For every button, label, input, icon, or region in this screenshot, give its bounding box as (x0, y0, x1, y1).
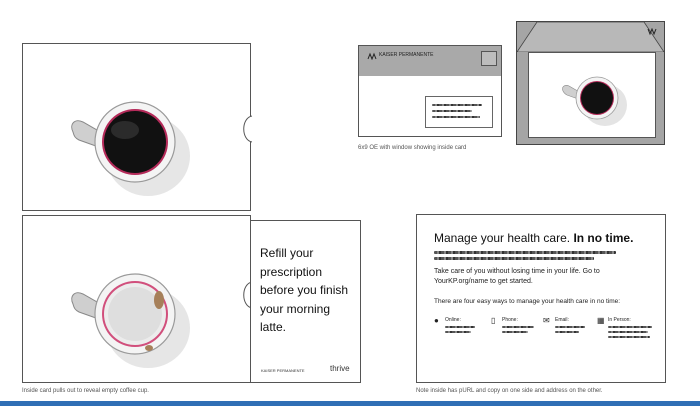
way-detail-line (555, 326, 585, 328)
refill-line: prescription (260, 264, 323, 279)
building-icon: ▦ (597, 316, 605, 325)
note-body-1 (434, 267, 600, 287)
envelope-logo-icon (367, 52, 377, 60)
way-in-person-label: In Person: (608, 317, 631, 323)
way-online-label: Online: (445, 317, 461, 323)
purl-scribble-line (434, 257, 594, 260)
note-body-2: There are four easy ways to manage your health care in no time: (434, 298, 621, 305)
way-detail-line (608, 326, 652, 328)
way-phone-label: Phone: (502, 317, 518, 323)
envelope-flap-band (359, 46, 501, 76)
envelope-front (358, 45, 502, 137)
envelope-back-window (528, 52, 656, 138)
window-coffee-cup-image (559, 67, 629, 129)
address-line (432, 116, 480, 118)
envelope-flap-shape (517, 22, 664, 52)
envelope-logo-text: KAISER PERMANENTE (379, 52, 434, 58)
note-card (416, 214, 666, 383)
mouse-icon: ● (434, 316, 439, 325)
note-body-1-line: Take care of you without losing time in your life. Go to (434, 268, 600, 275)
card-logo-text: KAISER PERMANENTE (261, 368, 305, 373)
way-detail-line (555, 331, 579, 333)
note-caption: Note inside has pURL and copy on one side and address on the other. (416, 388, 603, 394)
note-headline (434, 231, 633, 245)
card-tagline: thrive (330, 364, 350, 373)
note-headline-regular: Manage your health care. (434, 231, 571, 245)
pullout-caption: Inside card pulls out to reveal empty coffee cup. (22, 388, 149, 394)
envelope-caption: 6x9 OE with window showing inside card (358, 145, 467, 151)
refill-card (250, 220, 361, 383)
full-coffee-cup-image (63, 84, 193, 199)
way-detail-line (502, 331, 528, 333)
address-line (432, 104, 482, 106)
way-detail-line (445, 331, 471, 333)
inside-card-panel (22, 215, 251, 383)
purl-scribble-line (434, 251, 616, 254)
way-detail-line (502, 326, 534, 328)
way-detail-line (608, 331, 648, 333)
refill-line: before you finish (260, 283, 349, 297)
way-detail-line (445, 326, 475, 328)
refill-headline (260, 244, 348, 337)
way-email-label: Email: (555, 317, 569, 323)
postage-box (481, 51, 497, 66)
refill-line: your morning (260, 301, 331, 316)
envelope-icon: ✉ (543, 316, 550, 325)
phone-icon: ▯ (491, 316, 496, 325)
address-line (432, 110, 472, 112)
way-in-person (597, 316, 661, 356)
note-headline-bold: In no time. (573, 231, 634, 245)
bottom-accent-bar (0, 401, 700, 406)
way-email (543, 316, 595, 342)
way-phone (491, 316, 541, 342)
way-detail-line (608, 336, 650, 338)
card-slot-notch (237, 114, 253, 144)
front-card-panel (22, 43, 251, 211)
refill-line: Refill your (260, 246, 314, 260)
envelope-back (516, 21, 665, 145)
envelope-window (425, 96, 493, 128)
note-body-1-line: YourKP.org/name to get started. (434, 278, 533, 285)
way-online (434, 316, 484, 342)
envelope-back-logo-icon (647, 28, 657, 36)
refill-line: latte. (260, 320, 287, 334)
empty-coffee-cup-image (63, 256, 193, 371)
